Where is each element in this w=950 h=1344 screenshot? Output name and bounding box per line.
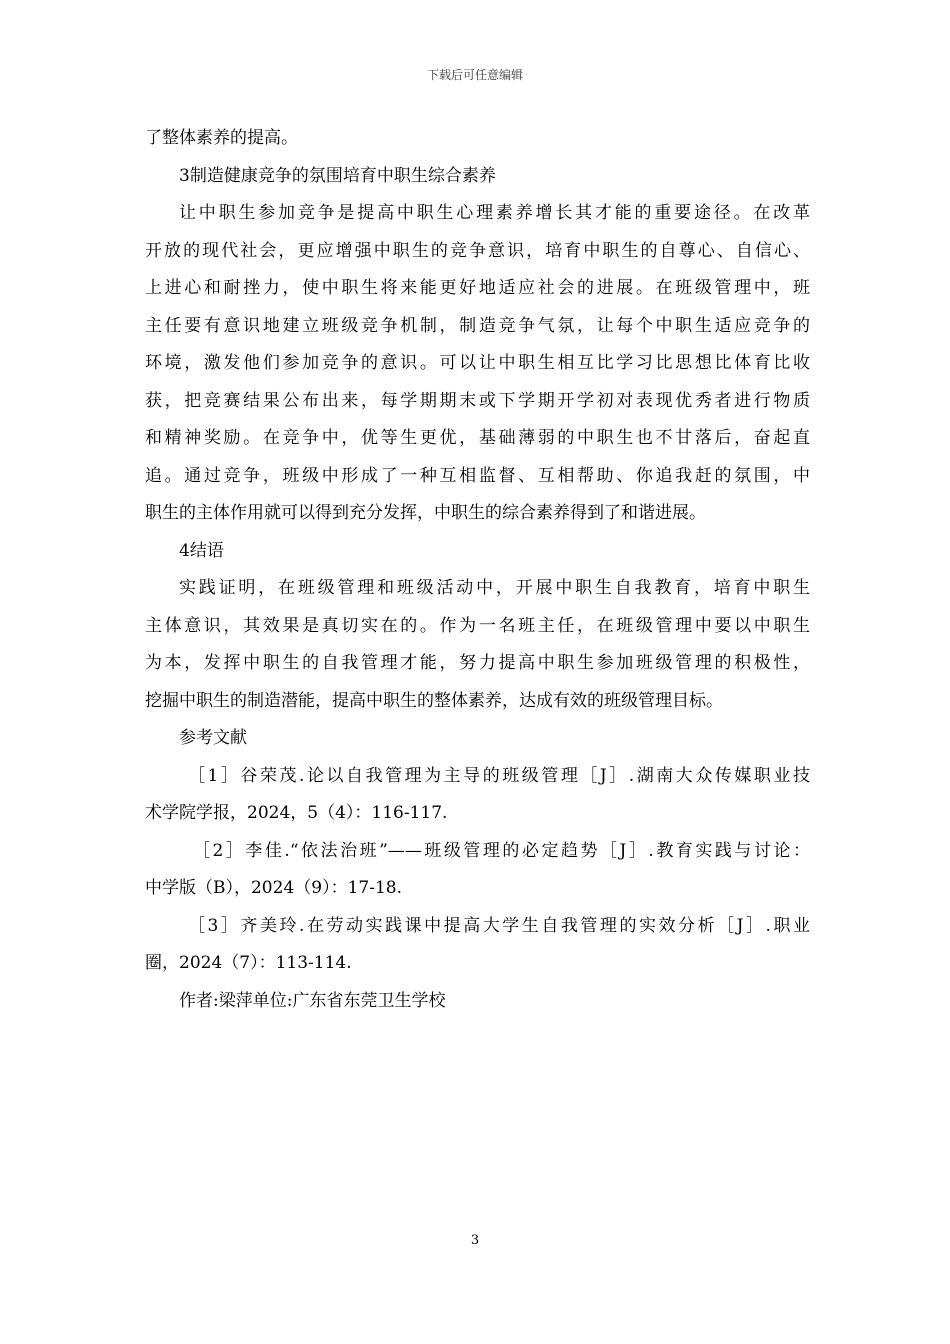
document-body <box>145 120 810 1020</box>
paragraph-line: 了整体素养的提高。 <box>145 128 298 148</box>
paragraph-line: 挖掘中职生的制造潜能，提高中职生的整体素养，达成有效的班级管理目标。 <box>145 690 723 711</box>
reference-1: ［1］谷荣茂.论以自我管理为主导的班级管理［J］.湖南大众传媒职业技 <box>188 765 810 786</box>
paragraph-line: 追。通过竞争，班级中形成了一种互相监督、互相帮助、你追我赶的氛围，中 <box>145 465 810 486</box>
section-heading-4: 4结语 <box>179 540 224 561</box>
section-heading-3: 3制造健康竞争的氛围培育中职生综合素养 <box>179 165 496 186</box>
paragraph-line: 让中职生参加竞争是提高中职生心理素养增长其才能的重要途径。在改革 <box>179 203 810 223</box>
references-heading: 参考文献 <box>179 728 247 748</box>
reference-2: ［2］李佳.“依法治班”——班级管理的必定趋势［J］.教育实践与讨论： <box>193 840 810 861</box>
paragraph-line: 主任要有意识地建立班级竞争机制，制造竞争气氛，让每个中职生适应竞争的 <box>145 315 810 336</box>
paragraph-line: 环境，激发他们参加竞争的意识。可以让中职生相互比学习比思想比体育比收 <box>145 353 810 373</box>
paragraph-line: 实践证明，在班级管理和班级活动中，开展中职生自我教育，培育中职生 <box>179 578 810 598</box>
reference-3: ［3］齐美玲.在劳动实践课中提高大学生自我管理的实效分析［J］.职业 <box>188 915 810 936</box>
paragraph-line: 为本，发挥中职生的自我管理才能，努力提高中职生参加班级管理的积极性， <box>145 653 810 673</box>
paragraph-line: 主体意识，其效果是真切实在的。作为一名班主任，在班级管理中要以中职生 <box>145 615 810 636</box>
paragraph-line: 和精神奖励。在竞争中，优等生更优，基础薄弱的中职生也不甘落后，奋起直 <box>145 428 810 448</box>
page-number: 3 <box>470 1233 480 1248</box>
author-info: 作者:梁萍单位:广东省东莞卫生学校 <box>179 990 446 1011</box>
page-header: 下载后可任意编辑 <box>426 68 523 82</box>
paragraph-line: 开放的现代社会，更应增强中职生的竞争意识，培育中职生的自尊心、自信心、 <box>145 240 810 261</box>
reference-1-continued: 术学院学报，2024，5（4）：116-117. <box>145 803 448 823</box>
reference-3-continued: 圈，2024（7）：113-114. <box>145 953 352 973</box>
paragraph-line: 职生的主体作用就可以得到充分发挥，中职生的综合素养得到了和谐进展。 <box>145 503 706 523</box>
paragraph-line: 获，把竞赛结果公布出来，每学期期末或下学期开学初对表现优秀者进行物质 <box>145 390 810 411</box>
paragraph-line: 上进心和耐挫力，使中职生将来能更好地适应社会的进展。在班级管理中，班 <box>145 278 810 298</box>
reference-2-continued: 中学版（B），2024（9）：17-18. <box>145 878 402 898</box>
